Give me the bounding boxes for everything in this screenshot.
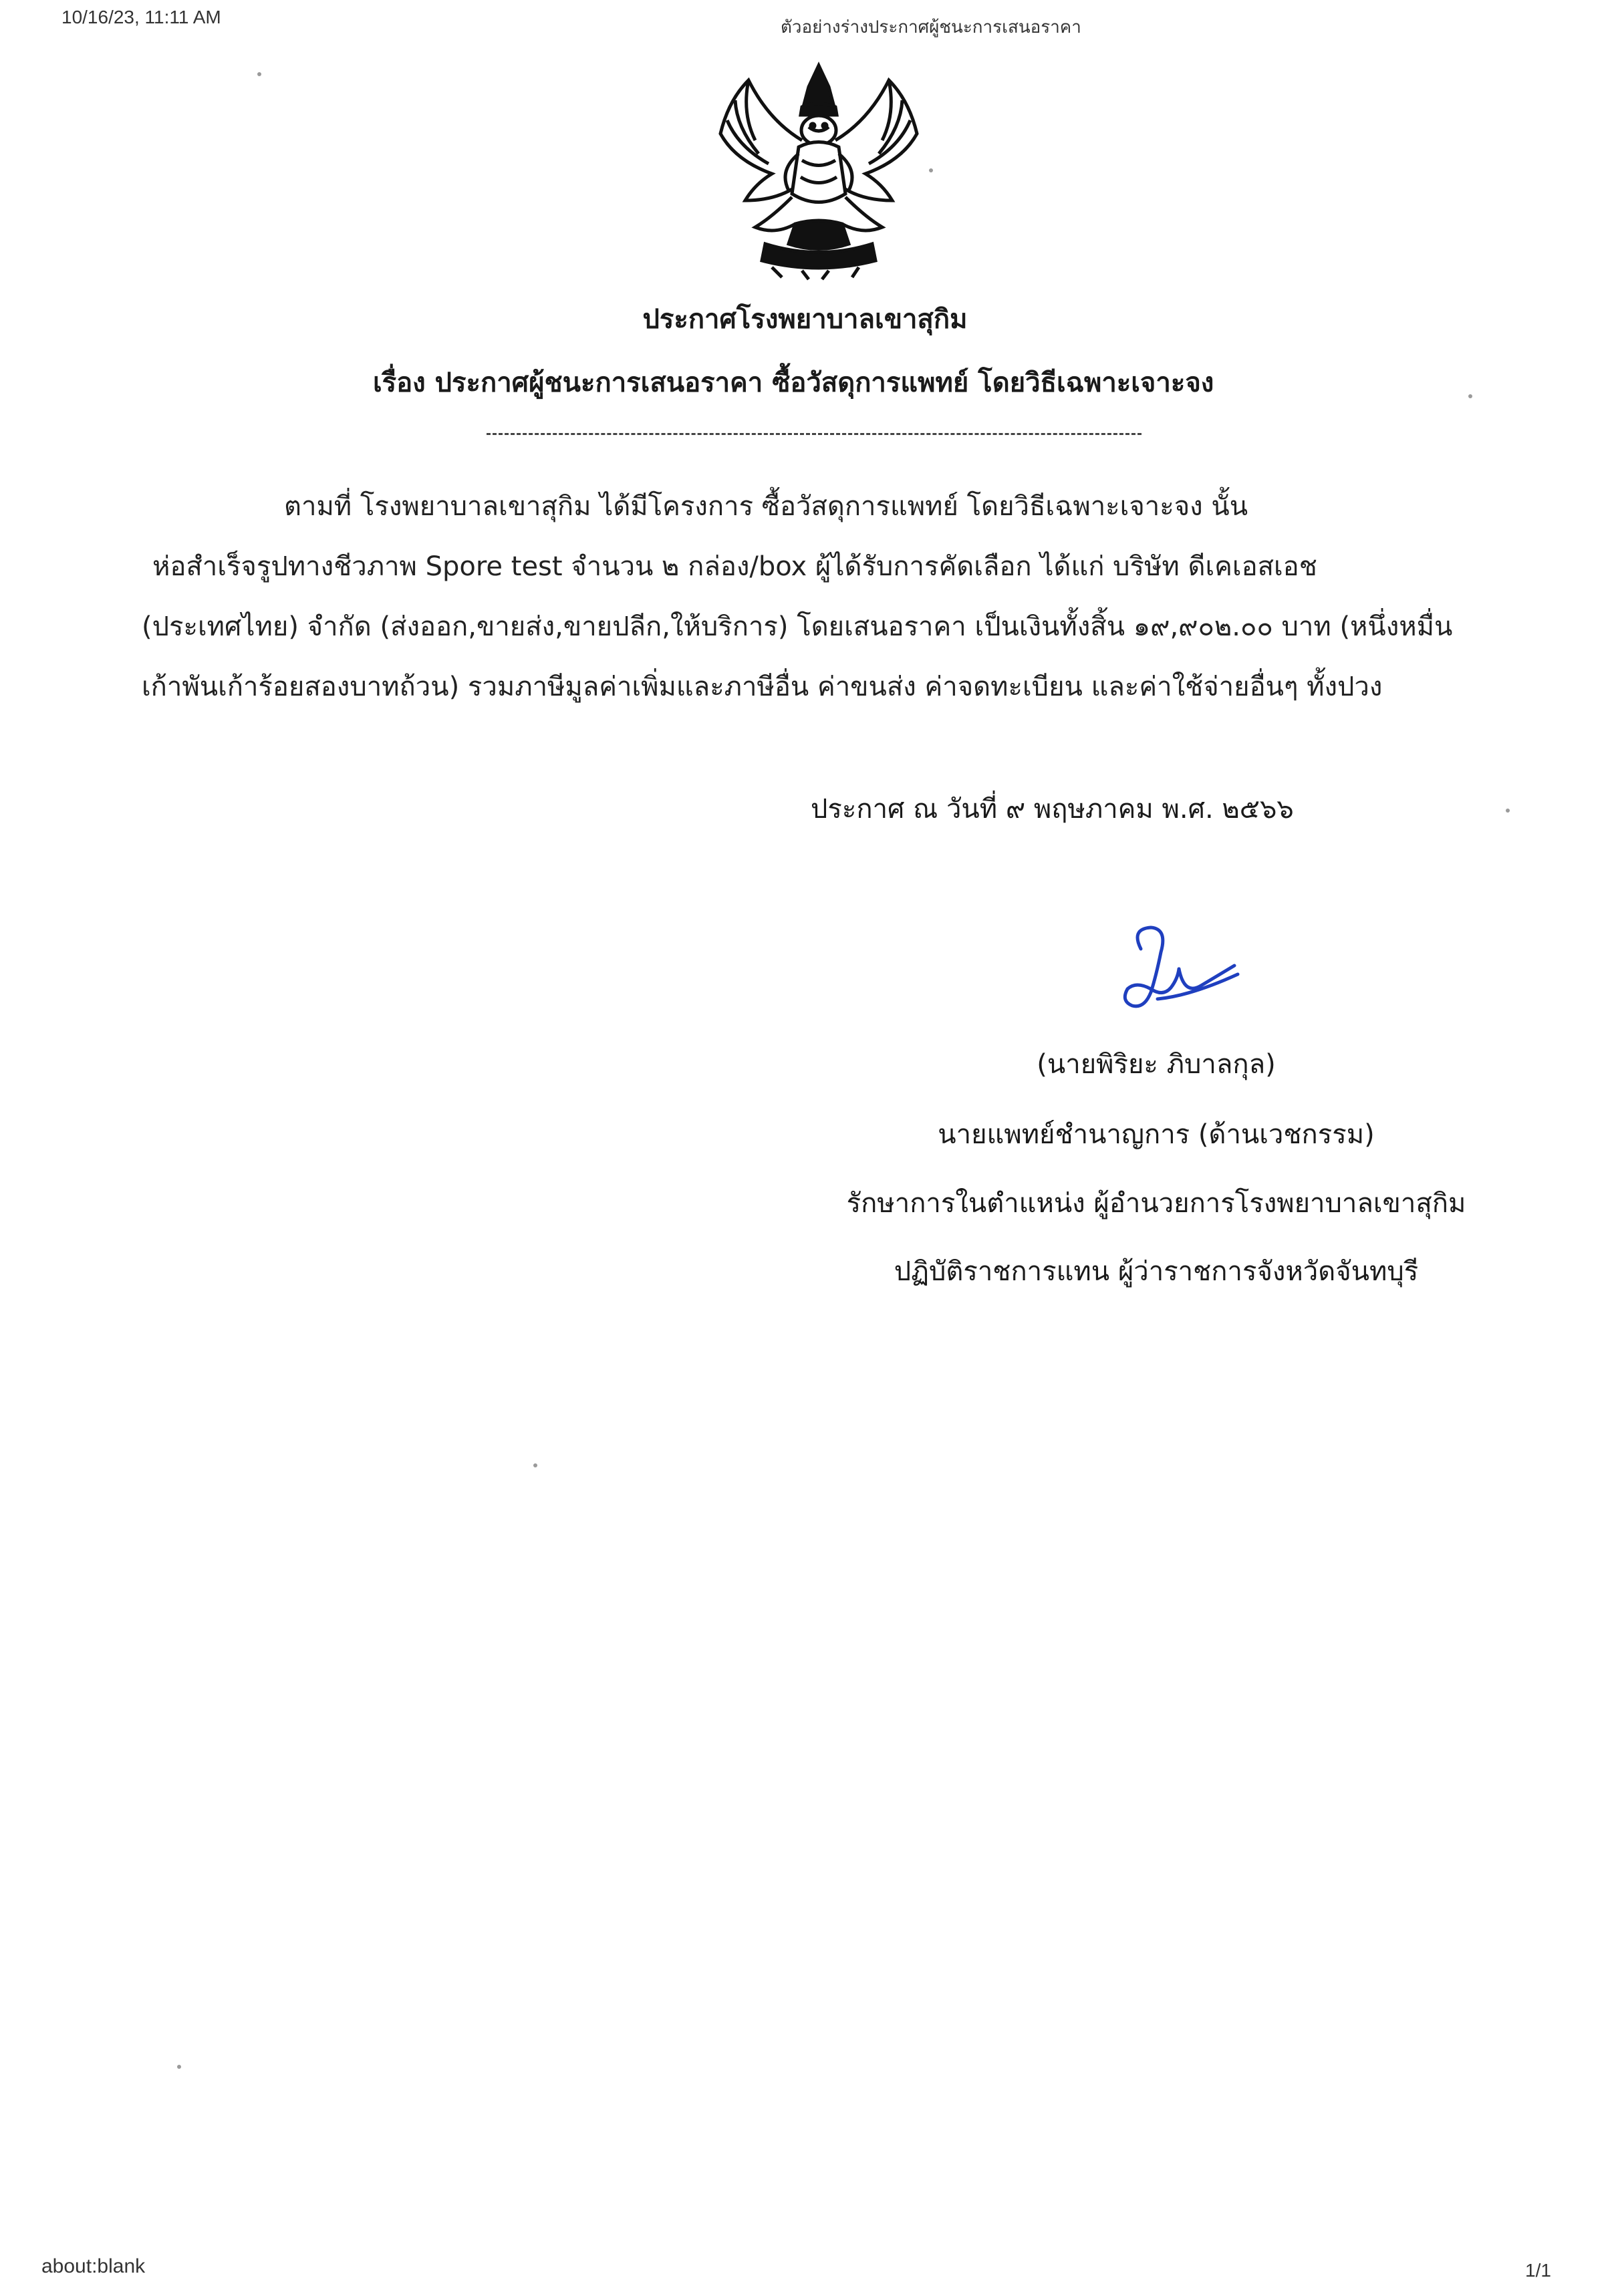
- scan-speck: [1506, 809, 1510, 813]
- signatory-position-3: ปฏิบัติราชการแทน ผู้ว่าราชการจังหวัดจันทบุรี: [894, 1256, 1419, 1287]
- body-line-1: ตามที่ โรงพยาบาลเขาสุกิม ได้มีโครงการ ซื้อวัสดุการแพทย์ โดยวิธีเฉพาะเจาะจง นั้น: [284, 491, 1248, 522]
- scan-speck: [257, 72, 261, 76]
- body-line-4: เก้าพันเก้าร้อยสองบาทถ้วน) รวมภาษีมูลค่าเพิ่มและภาษีอื่น ค่าขนส่ง ค่าจดทะเบียน และค่าใช้จ่ายอื่นๆ ทั้งปวง: [142, 672, 1383, 702]
- scan-speck: [1468, 394, 1472, 398]
- dashed-divider: [487, 433, 1142, 435]
- signatory-name: (นายพิริยะ ภิบาลกุล): [1037, 1049, 1276, 1080]
- announcement-title: ประกาศโรงพยาบาลเขาสุกิม: [642, 304, 968, 335]
- print-footer-url: about:blank: [41, 2255, 146, 2277]
- signatory-position-1: นายแพทย์ชำนาญการ (ด้านเวชกรรม): [938, 1119, 1375, 1150]
- announcement-date: ประกาศ ณ วันที่ ๙ พฤษภาคม พ.ศ. ๒๕๖๖: [811, 794, 1294, 825]
- body-line-2: ห่อสำเร็จรูปทางชีวภาพ Spore test จำนวน ๒ กล่อง/box ผู้ได้รับการคัดเลือก ได้แก่ บริษัท ดีเคเอสเอช: [152, 551, 1317, 582]
- body-line-3: (ประเทศไทย) จำกัด (ส่งออก,ขายส่ง,ขายปลีก,ให้บริการ) โดยเสนอราคา เป็นเงินทั้งสิ้น ๑๙,๙๐๒.๐๐ บาท (หนึ่งหมื่น: [142, 611, 1453, 642]
- announcement-subject: เรื่อง ประกาศผู้ชนะการเสนอราคา ซื้อวัสดุการแพทย์ โดยวิธีเฉพาะเจาะจง: [373, 368, 1214, 398]
- signatory-position-2: รักษาการในตำแหน่ง ผู้อำนวยการโรงพยาบาลเขาสุกิม: [846, 1188, 1466, 1219]
- signature-icon: [1104, 922, 1244, 1022]
- print-footer-page: 1/1: [1525, 2260, 1551, 2281]
- scan-speck: [929, 168, 933, 172]
- scan-speck: [177, 2065, 181, 2069]
- print-page-title: ตัวอย่างร่างประกาศผู้ชนะการเสนอราคา: [781, 17, 1081, 37]
- print-timestamp: 10/16/23, 11:11 AM: [61, 7, 221, 27]
- scan-speck: [533, 1463, 537, 1467]
- garuda-emblem-icon: [708, 60, 929, 281]
